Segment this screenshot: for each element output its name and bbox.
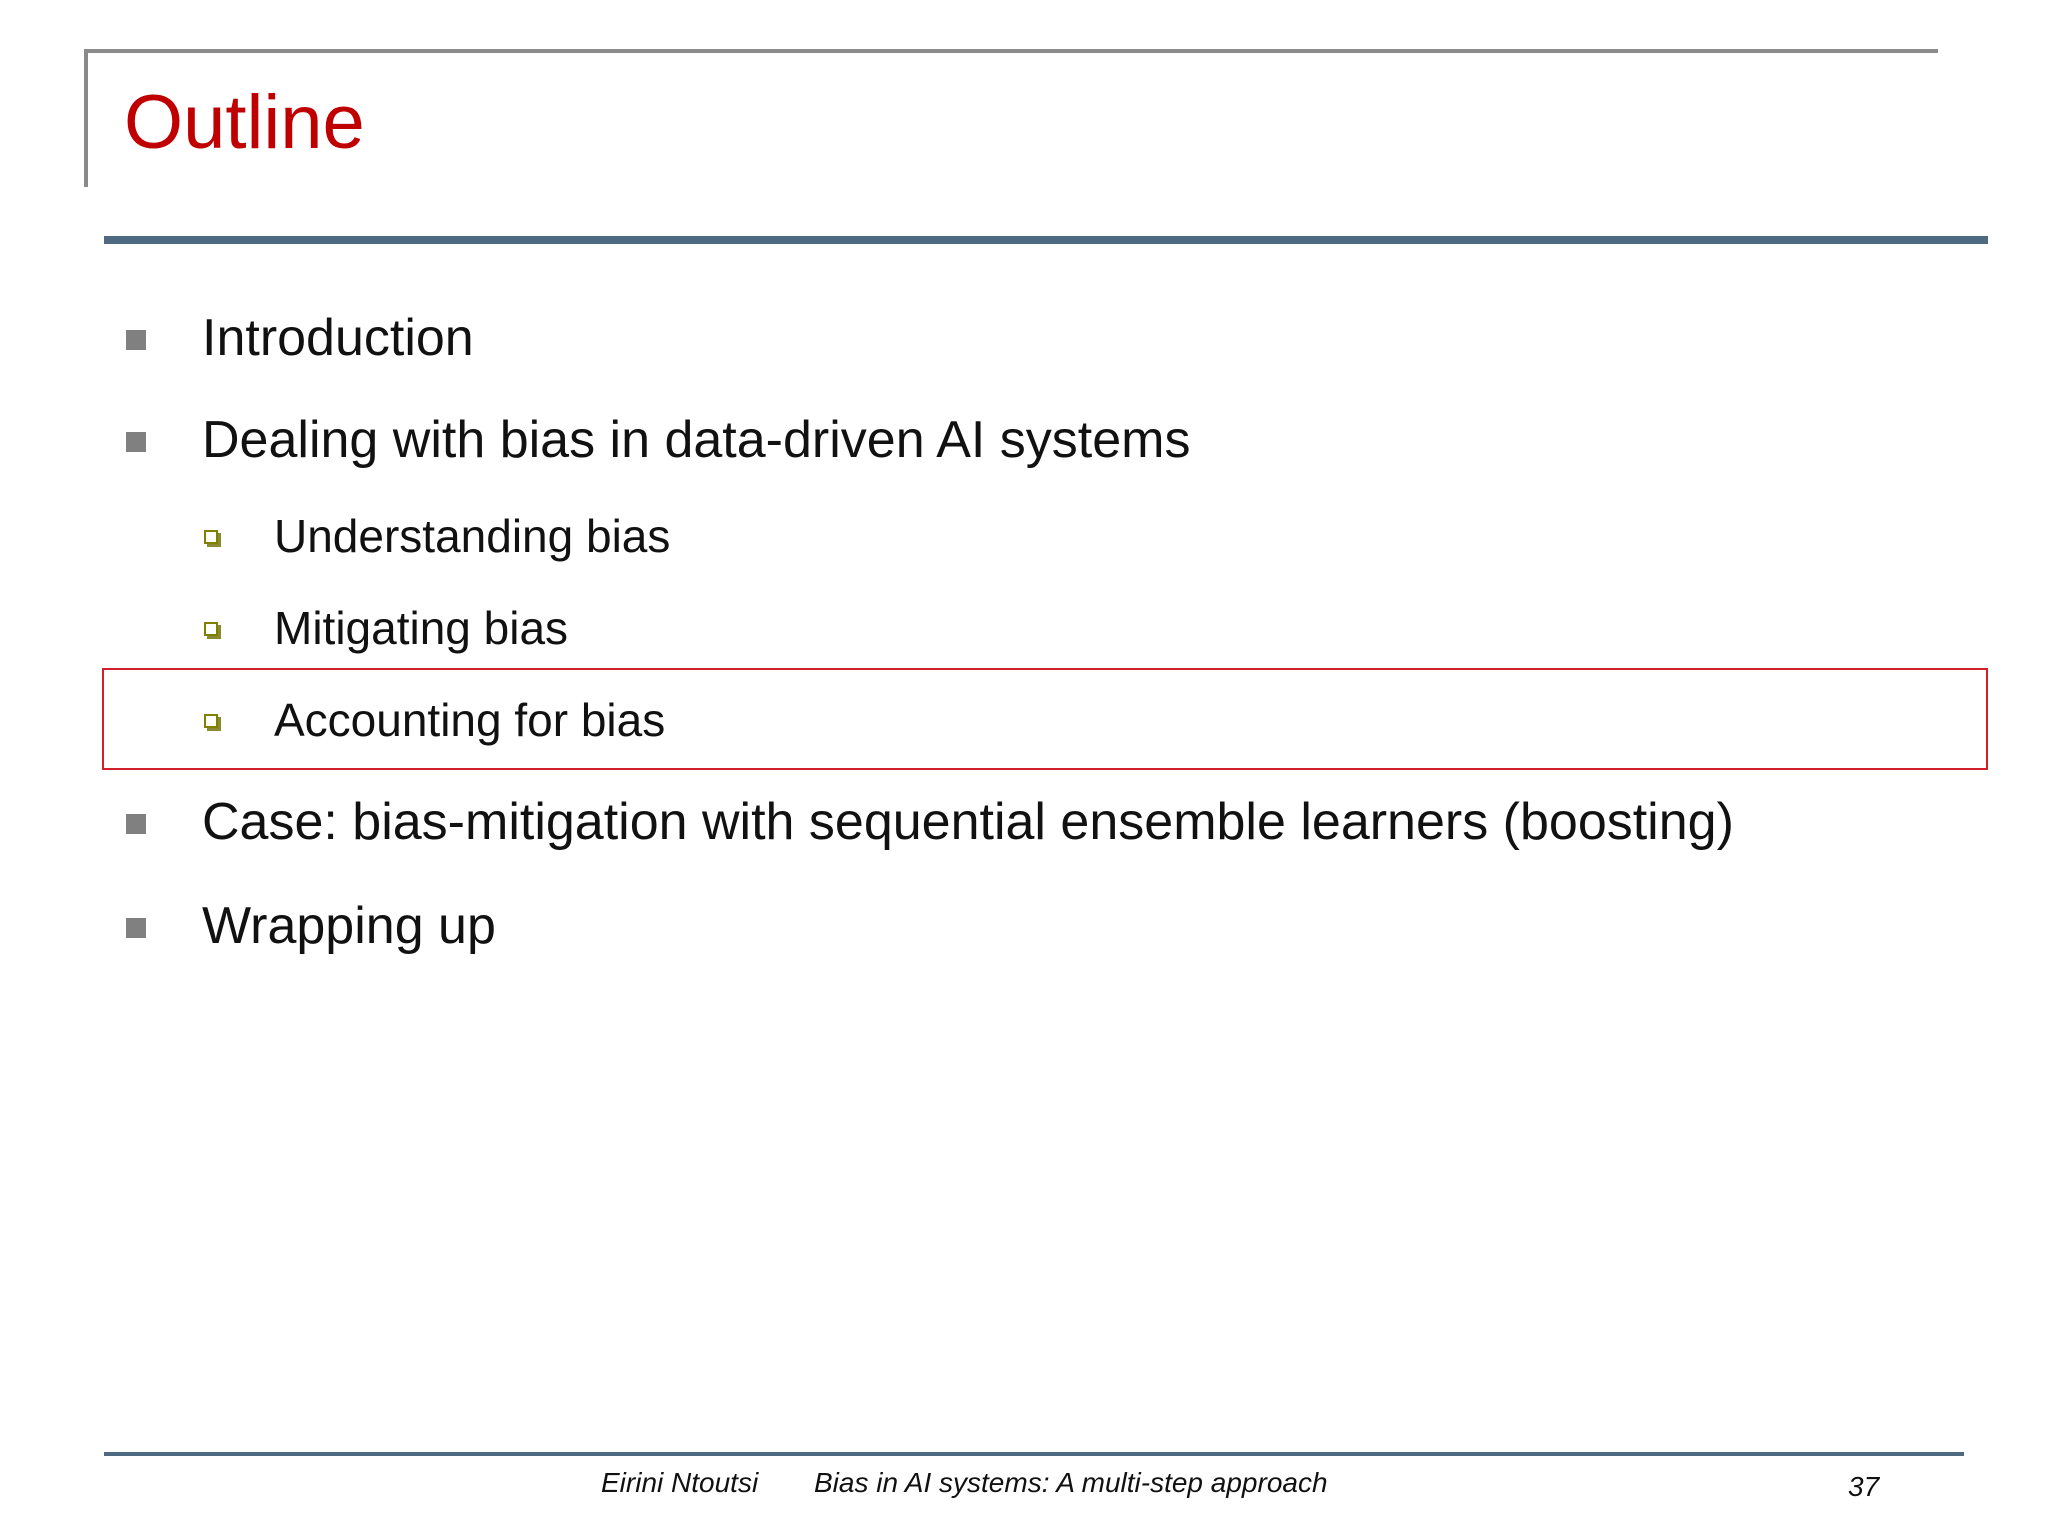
outline-subitem-label: Mitigating bias [274, 602, 569, 654]
title-divider [104, 236, 1988, 244]
slide-title: Outline [124, 80, 365, 165]
hollow-square-bullet-icon [204, 714, 218, 728]
outline-subitem-label: Understanding bias [274, 510, 671, 562]
square-bullet-icon [126, 814, 146, 834]
outline-item-label: Wrapping up [202, 897, 496, 955]
hollow-square-bullet-icon [204, 622, 218, 636]
outline-item-label: Dealing with bias in data-driven AI systems [202, 411, 1191, 469]
page-number: 37 [1848, 1471, 1880, 1502]
square-bullet-icon [126, 432, 146, 452]
footer-talk-title: Bias in AI systems: A multi-step approach [814, 1467, 1328, 1498]
hollow-square-bullet-icon [204, 530, 218, 544]
footer-divider [104, 1452, 1964, 1456]
square-bullet-icon [126, 330, 146, 350]
square-bullet-icon [126, 918, 146, 938]
outline-subitem-label: Accounting for bias [274, 694, 666, 746]
footer-author: Eirini Ntoutsi [601, 1467, 759, 1498]
outline-item-label: Case: bias-mitigation with sequential ensemble learners (boosting) [202, 793, 1734, 851]
outline-item-label: Introduction [202, 309, 474, 367]
